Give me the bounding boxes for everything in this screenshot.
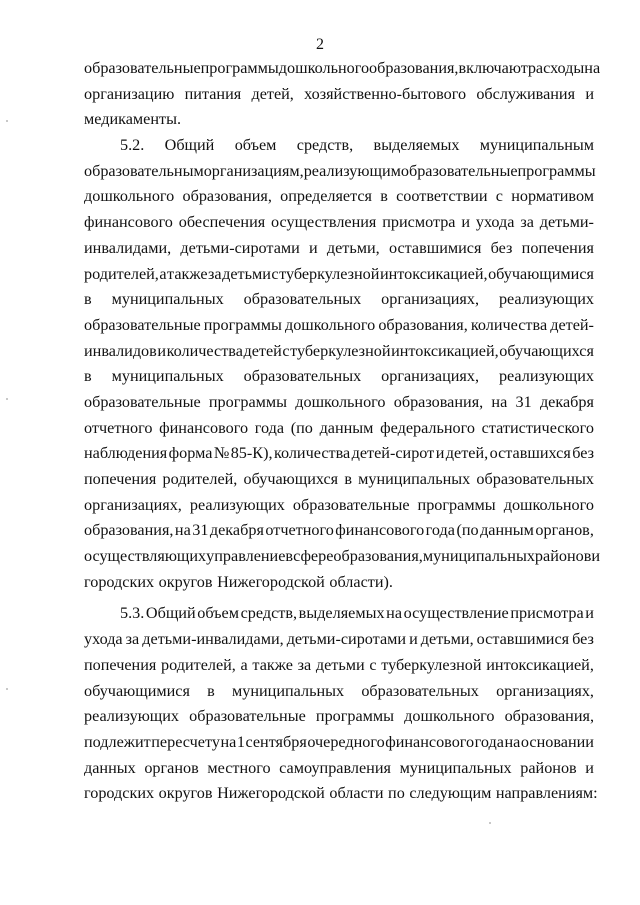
text-line: подлежит пересчету на 1 сентября очередного финансового года на основании bbox=[84, 732, 594, 751]
text-line: организациях, реализующих образовательные программы дошкольного bbox=[84, 495, 594, 514]
text-line: инвалидами, детьми-сиротами и детьми, оставшимися без попечения bbox=[84, 238, 594, 257]
text-line: попечения родителей, обучающихся в муниципальных образовательных bbox=[84, 470, 594, 488]
page-number: 2 bbox=[316, 36, 324, 53]
text-line: в муниципальных образовательных организациях, реализующих bbox=[84, 367, 594, 386]
paragraph-p-5-1-continued bbox=[84, 56, 601, 133]
text-line: инвалидов и количества детей с туберкулезной интоксикацией, обучающихся bbox=[84, 341, 594, 360]
text-line: родителей, а также за детьми с туберкулезной интоксикацией, обучающимися bbox=[84, 264, 594, 283]
text-line: 5.2. Общий объем средств, выделяемых муниципальным bbox=[120, 136, 594, 155]
text-line: попечения родителей, а также за детьми с туберкулезной интоксикацией, bbox=[84, 655, 594, 674]
text-line: городских округов Нижегородской области). bbox=[84, 572, 393, 591]
scan-artifact bbox=[6, 120, 8, 122]
text-line: образовательные программы дошкольного образования, количества детей- bbox=[84, 315, 594, 334]
document-body bbox=[84, 56, 601, 807]
text-line: обучающимися в муниципальных образовательных организациях, bbox=[84, 681, 594, 700]
text-line: образования, на 31 декабря отчетного финансового года (по данным органов, bbox=[84, 521, 594, 540]
text-line: реализующих образовательные программы дошкольного образования, bbox=[84, 707, 594, 726]
scan-artifact bbox=[6, 688, 8, 690]
text-line: осуществляющих управление в сфере образования, муниципальных районов и bbox=[84, 547, 601, 566]
text-line: дошкольного образования, определяется в соответствии с нормативом bbox=[84, 187, 594, 206]
text-line: образовательные программы дошкольного образования, на 31 декабря bbox=[84, 392, 594, 411]
text-line: ухода за детьми-инвалидами, детьми-сиротами и детьми, оставшимися без bbox=[84, 630, 594, 649]
text-line: организацию питания детей, хозяйственно-бытового обслуживания и bbox=[84, 84, 594, 103]
text-line: образовательные программы дошкольного образования, включают расходы на bbox=[84, 59, 601, 77]
text-line: наблюдения форма № 85-К), количества детей-сирот и детей, оставшихся без bbox=[84, 444, 594, 463]
text-line: отчетного финансового года (по данным федерального статистического bbox=[84, 418, 594, 437]
paragraph-p-5-3 bbox=[84, 601, 598, 807]
text-line: 5.3. Общий объем средств, выделяемых на осуществление присмотра и bbox=[120, 604, 594, 623]
text-line: в муниципальных образовательных организациях, реализующих bbox=[84, 290, 594, 309]
scan-artifact bbox=[489, 822, 491, 824]
text-line: медикаменты. bbox=[84, 110, 182, 129]
paragraph-p-5-2 bbox=[84, 133, 601, 595]
scan-artifact bbox=[6, 398, 8, 400]
text-line: образовательным организациям, реализующим образовательные программы bbox=[84, 161, 596, 180]
text-line: финансового обеспечения осуществления присмотра и ухода за детьми- bbox=[84, 213, 594, 232]
text-line: городских округов Нижегородской области по следующим направлениям: bbox=[84, 784, 598, 803]
text-line: данных органов местного самоуправления муниципальных районов и bbox=[84, 758, 594, 777]
